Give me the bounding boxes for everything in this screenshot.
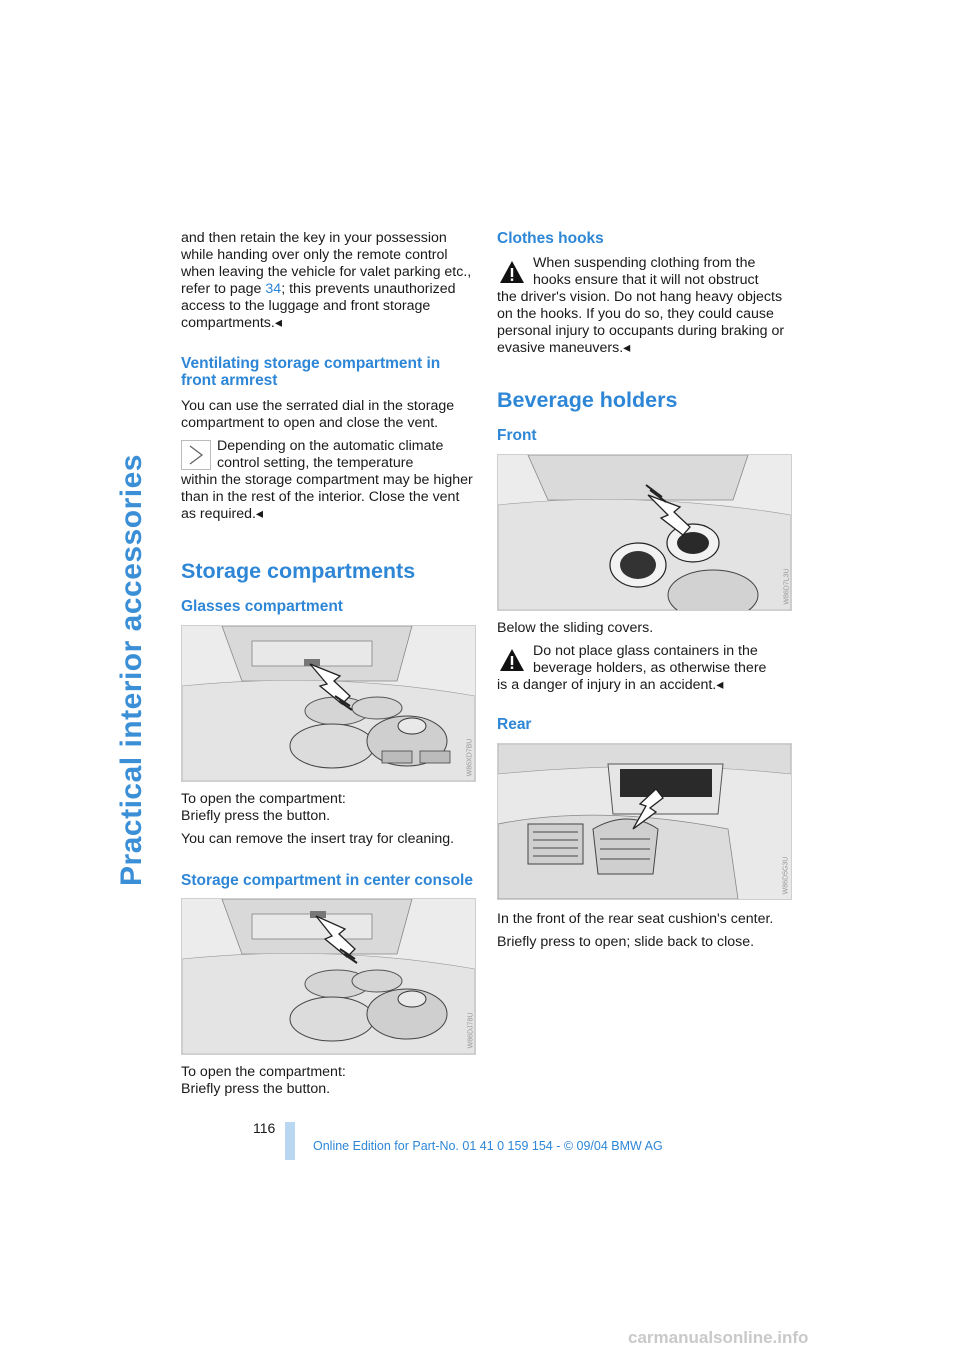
watermark: carmanualsonline.info [628, 1328, 809, 1347]
right-column [497, 230, 792, 959]
glasses-instructions: To open the compartment: Briefly press the button. [181, 791, 346, 824]
figure-code: W86D7L3U [783, 568, 791, 605]
clothes-hooks-heading: Clothes hooks [497, 230, 604, 247]
vent-note-lead: Depending on the automatic climate control setting, the temperature [217, 438, 444, 471]
vent-note [181, 438, 476, 523]
page-reference-link[interactable]: 34 [265, 281, 282, 297]
storage-heading: Storage compartments [181, 559, 416, 583]
warning-icon [497, 645, 527, 675]
intro-paragraph: and then retain the key in your possession while handing over only the remote control when leaving the vehicle for valet parking etc., refer to page 34; this prevents unauthorized access to the luggage and front storage compartments.◂ [181, 230, 472, 331]
hooks-warning-rest: the driver's vision. Do not hang heavy objects on the hooks. If you do so, they could cause personal injury to occupants during braking or evasive maneuvers.◂ [497, 289, 785, 356]
front-text: Below the sliding covers. [497, 620, 654, 636]
vent-heading: Ventilating storage compartment in front armrest [181, 355, 441, 389]
front-beverage-figure [497, 454, 792, 611]
vent-text: You can use the serrated dial in the storage compartment to open and close the vent. [181, 398, 455, 431]
clothes-hooks-warning [497, 255, 792, 357]
figure-code: W86DJ78U [467, 1012, 475, 1049]
left-column [181, 230, 476, 1106]
center-console-instructions: To open the compartment: Briefly press the button. [181, 1064, 346, 1097]
figure-code: W86XD7BU [466, 738, 474, 777]
front-warning-rest: is a danger of injury in an accident.◂ [497, 677, 724, 693]
rear-beverage-figure [497, 743, 792, 900]
center-console-figure [181, 898, 476, 1055]
front-heading: Front [497, 427, 537, 444]
glasses-cleaning-text: You can remove the insert tray for cleaning. [181, 831, 455, 847]
rear-heading: Rear [497, 716, 532, 733]
sidebar-title [112, 230, 152, 1110]
beverage-holders-heading: Beverage holders [497, 388, 678, 412]
glasses-compartment-figure [181, 625, 476, 782]
rear-text: In the front of the rear seat cushion's center. [497, 911, 774, 927]
front-warning [497, 643, 792, 694]
footer-bar [285, 1122, 295, 1160]
figure-code: W86D5G3U [782, 856, 790, 895]
rear-instructions: Briefly press to open; slide back to close. [497, 934, 755, 950]
sidebar-title-text: Practical interior accessories [115, 454, 148, 886]
vent-note-rest: within the storage compartment may be higher than in the rest of the interior. Close the vent as required.◂ [181, 472, 473, 522]
hooks-warning-lead: When suspending clothing from the hooks ensure that it will not obstruct [533, 255, 759, 288]
center-console-heading: Storage compartment in center console [181, 872, 473, 889]
edition-footer: Online Edition for Part-No. 01 41 0 159 154 - © 09/04 BMW AG [313, 1139, 663, 1153]
glasses-heading: Glasses compartment [181, 598, 343, 615]
page-number: 116 [253, 1120, 276, 1136]
note-icon [181, 440, 211, 470]
front-warning-lead: Do not place glass containers in the beverage holders, as otherwise there [533, 643, 767, 676]
warning-icon [497, 257, 527, 287]
